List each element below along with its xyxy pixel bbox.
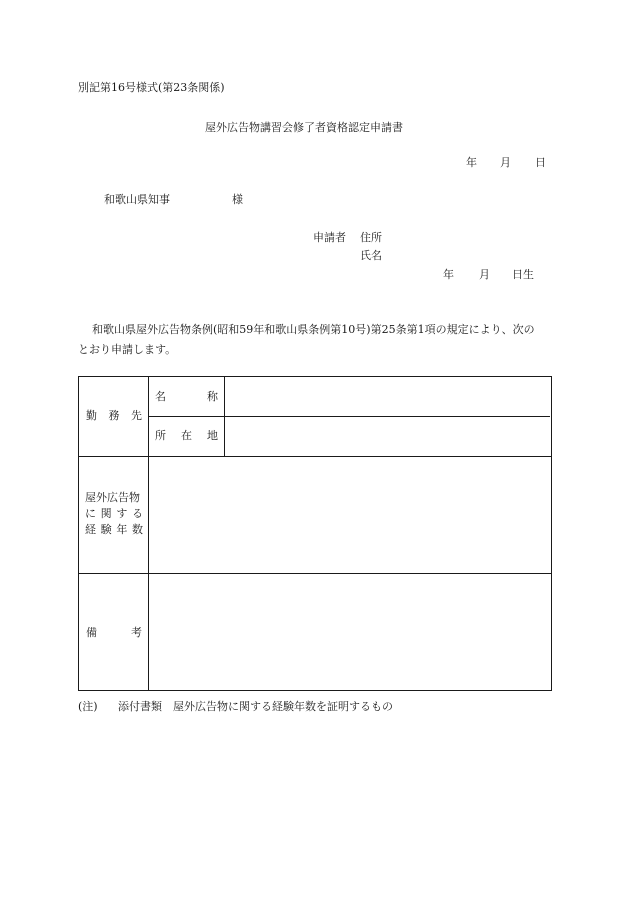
applicant-name-label: 氏名 xyxy=(360,249,382,262)
workplace-name-label-char2: 称 xyxy=(207,390,218,403)
form-number: 別記第16号様式(第23条関係) xyxy=(78,81,225,94)
workplace-location-label-char1: 所 xyxy=(155,429,166,442)
experience-label-line2 xyxy=(85,508,143,519)
table-divider-label-column xyxy=(148,377,149,690)
experience-label-line2-char1: に xyxy=(85,507,96,520)
application-table xyxy=(78,376,552,691)
page-title: 屋外広告物講習会修了者資格認定申請書 xyxy=(205,121,403,134)
birth-year-label: 年 xyxy=(443,268,454,281)
addressee-name: 和歌山県知事 xyxy=(104,193,170,206)
workplace-name-field[interactable] xyxy=(229,382,547,412)
note-text: 添付書類 屋外広告物に関する経験年数を証明するもの xyxy=(118,700,393,713)
remarks-label-char2: 考 xyxy=(131,626,142,639)
table-divider-row1 xyxy=(79,456,551,457)
applicant-label: 申請者 xyxy=(313,231,346,244)
workplace-label-char2: 務 xyxy=(108,409,120,422)
experience-label-line3 xyxy=(85,524,143,535)
experience-label-line2-char3: す xyxy=(116,507,128,520)
workplace-name-label-char1: 名 xyxy=(155,390,166,403)
date-day-label: 日 xyxy=(535,156,546,169)
birth-month-label: 月 xyxy=(479,268,490,281)
remarks-field[interactable] xyxy=(153,578,547,686)
experience-label-line2-char4: る xyxy=(131,507,143,520)
experience-label-line2-char2: 関 xyxy=(100,507,112,520)
body-text-line1: 和歌山県屋外広告物条例(昭和59年和歌山県条例第10号)第25条第1項の規定により、次の xyxy=(92,323,535,336)
workplace-location-label xyxy=(155,430,218,441)
workplace-location-label-char2: 在 xyxy=(181,429,192,442)
applicant-address-label: 住所 xyxy=(360,231,382,244)
workplace-location-label-char3: 地 xyxy=(207,429,218,442)
experience-label-line1: 屋外広告物 xyxy=(85,491,140,504)
note-prefix: (注) xyxy=(78,700,98,713)
workplace-location-field[interactable] xyxy=(229,421,547,451)
addressee-honorific: 様 xyxy=(232,193,243,206)
table-divider-name-location xyxy=(148,416,550,417)
workplace-label xyxy=(86,410,142,421)
remarks-label-char1: 備 xyxy=(86,626,97,639)
body-text-line2: とおり申請します。 xyxy=(78,343,177,356)
workplace-name-label xyxy=(155,391,218,402)
table-divider-row2 xyxy=(79,573,551,574)
birth-day-label: 日生 xyxy=(512,268,534,281)
remarks-label xyxy=(86,627,142,638)
date-year-label: 年 xyxy=(466,156,477,169)
date-month-label: 月 xyxy=(500,156,511,169)
experience-label-line3-char3: 年 xyxy=(116,523,128,536)
experience-label-line3-char1: 経 xyxy=(85,523,96,536)
experience-label-line3-char4: 数 xyxy=(131,523,143,536)
workplace-label-char1: 勤 xyxy=(86,409,97,422)
workplace-label-char3: 先 xyxy=(131,409,142,422)
experience-field[interactable] xyxy=(153,461,547,569)
experience-label-line3-char2: 験 xyxy=(100,523,112,536)
